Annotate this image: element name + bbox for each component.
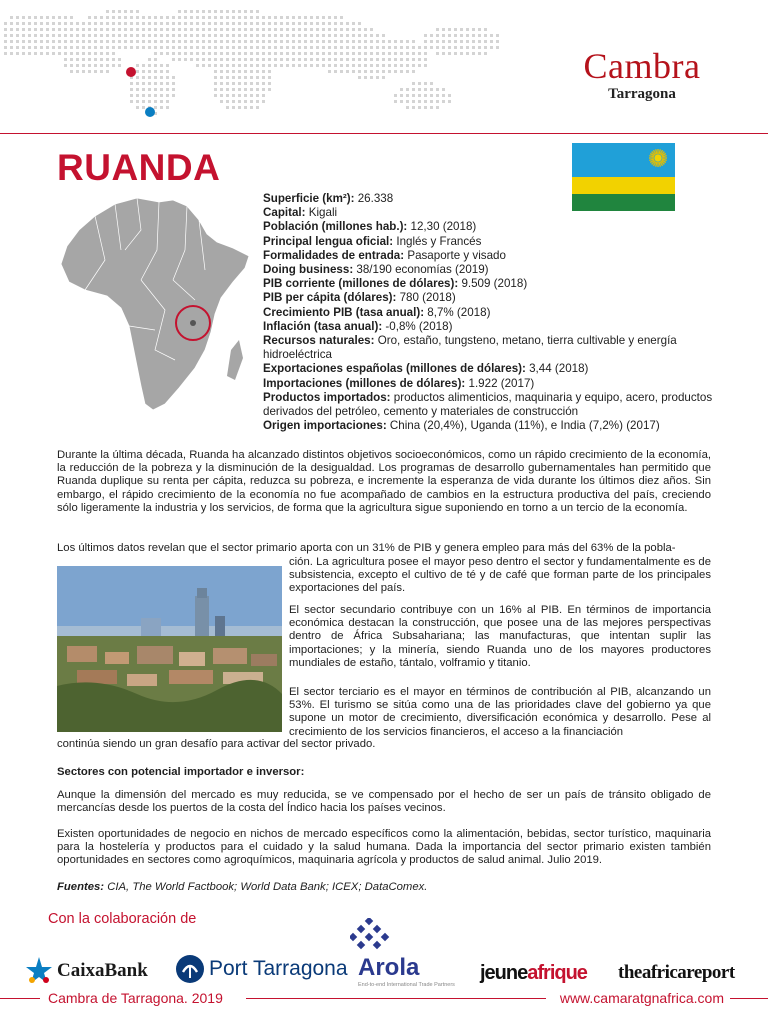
fact-row [263,206,715,220]
fact-value: 38/190 economías (2019) [353,263,489,277]
fact-label: Principal lengua oficial: [263,234,394,248]
fact-value: 3,44 (2018) [525,362,589,376]
caixabank-logo [24,946,148,996]
fact-row [263,306,715,320]
fact-row [263,192,715,206]
footer-left-text: Cambra de Tarragona. 2019 [48,990,223,1006]
fact-label: Superficie (km²): [263,192,355,205]
fact-label: Doing business: [263,263,354,277]
paragraph-transit: Aunque la dimensión del mercado es muy reducida, se ve compensado por el hecho de ser un país de tránsito obligado de mercancías desde los puertos de la costa del Índico hacia los países vecinos. [57,789,711,815]
fact-row [263,263,715,277]
arola-logo [350,918,468,988]
fact-row [263,249,715,263]
fact-row [263,220,715,234]
paragraph-intro: Durante la última década, Ruanda ha alcanzado distintos objetivos socioeconómicos, como un rápido crecimiento de la economía, la reducción de la pobreza y la disminución de la desigualdad. Los programas de desarrollo gubernamentales han permitido que Ruanda duplique su renta per cápita, reduzca su pobreza, e incremente la esperanza de vida durante los últimos diez años. Sin embargo, el rápido crecimiento de la economía no fue acompañado de cambios en la estructura productiva del país, creciendo sólo ligeramente la industria y los servicios, de forma que la agricultura sigue suponiendo en torno a un tercio de la economía. [57,449,711,514]
map-pin-red-icon [126,67,136,77]
jeune-afrique-text [480,962,587,985]
fact-value: Pasaporte y visado [404,248,506,262]
fact-row [263,320,715,334]
caixabank-text: CaixaBank [57,960,148,981]
fact-label: Capital: [263,206,306,220]
fact-row [263,391,715,419]
arola-dots-icon [350,918,390,952]
port-tarragona-text: Port Tarragona [209,957,348,980]
sources [57,881,711,894]
fact-value: 1.922 (2017) [465,376,535,390]
fact-row [263,334,715,362]
fact-label: Población (millones hab.): [263,220,408,234]
footer-line-right [730,998,768,999]
africa-map [55,190,265,420]
fact-label: PIB corriente (millones de dólares): [263,277,459,291]
paragraph-tertiary-sector-end: continúa siendo un gran desafío para activar del sector privado. [57,738,376,750]
fact-row [263,362,715,376]
fact-row [263,377,715,391]
sources-text: CIA, The World Factbook; World Data Bank; ICEX; DataComex. [104,881,428,893]
fact-value: 780 (2018) [396,291,456,305]
footer-line-left [0,998,40,999]
rwanda-marker [190,320,196,326]
arola-text: Arola [358,954,420,981]
fact-label: Productos importados: [263,390,391,404]
arola-subtitle: End-to-end International Trade Partners [358,982,455,988]
world-dot-map [0,0,545,135]
fact-value: 12,30 (2018) [407,220,477,234]
fact-row [263,235,715,249]
fact-row [263,291,715,305]
paragraph-secondary-sector: El sector secundario contribuye con un 16% al PIB. En términos de importancia económica destacan la construcción, que posee una de las mejores perspectivas dentro de África Subsahariana; las manufacturas, que intentan suplir las importaciones; y la minería, siendo Ruanda uno de los mayores productores mundiales de estaño, tántalo, volframio y titanio. [289,604,711,669]
paragraph-primary-sector-start: Los últimos datos revelan que el sector primario aporta con un 31% de PIB y genera empleo para más del 63% de la pobla- [57,542,676,554]
fact-label: PIB per cápita (dólares): [263,291,397,305]
fact-value: -0,8% (2018) [382,319,453,333]
fact-row [263,277,715,291]
fact-value: 8,7% (2018) [424,305,491,319]
fact-label: Recursos naturales: [263,334,375,348]
caixabank-star-icon [24,956,54,986]
fact-label: Crecimiento PIB (tasa anual): [263,305,425,319]
fact-label: Importaciones (millones de dólares): [263,376,466,390]
fact-label: Inflación (tasa anual): [263,319,383,333]
footer-line-middle [246,998,546,999]
fact-value: 26.338 [354,192,394,205]
header-divider [0,133,768,134]
fact-value: productos alimenticios, maquinaria y equipo, acero, productos derivados del petróleo, cemento y materiales de construcción [263,390,713,419]
fact-label: Origen importaciones: [263,419,387,433]
sources-label: Fuentes: [57,881,105,893]
country-facts [263,192,715,433]
logo-main-text: Cambra [583,46,701,86]
port-tarragona-icon [175,954,205,984]
logo-sub-text: Tarragona [608,86,676,102]
collaboration-label: Con la colaboración de [48,911,197,927]
footer-website-link[interactable]: www.camaratgnafrica.com [559,990,724,1006]
cambra-logo [562,48,722,103]
kigali-city-photo [57,566,282,732]
fact-label: Formalidades de entrada: [263,248,405,262]
paragraph-tertiary-sector: El sector terciario es el mayor en términos de contribución al PIB, alcanzando un 53%. El turismo se sitúa como una de las prioridades clave del gobierno ya que supone un motor de crecimiento, diversificación económica y desarrollo. Pese al crecimiento de los servicios financieros, el acceso a la financiación [289,686,711,738]
fact-value: Kigali [305,206,338,220]
map-pin-blue-icon [145,107,155,117]
port-tarragona-logo [175,944,348,994]
fact-row [263,419,715,433]
section-heading-sectors: Sectores con potencial importador e inversor: [57,766,305,778]
paragraph-opportunities: Existen oportunidades de negocio en nichos de mercado específicos como la alimentación, bebidas, sector turístico, maquinaria para la hostelería y productos para el cuidado y la salud humana. Dada la importancia del sector primario existen también oportunidades en sectores como agroquímicos, maquinaria agrícola y productos de salud animal. Julio 2019. [57,828,711,867]
paragraph-primary-sector: ción. La agricultura posee el mayor peso dentro el sector y fundamentalmente es de subsistencia, excepto el cultivo de té y de café que forman parte de los principales exportaciones del país. [289,556,711,595]
fact-value: Oro, estaño, tungsteno, metano, tierra cultivable y energía hidroeléctrica [263,334,677,362]
fact-value: Inglés y Francés [393,234,482,248]
page-title: RUANDA [57,147,221,188]
jeune-text: jeune [480,961,528,984]
fact-label: Exportaciones españolas (millones de dólares): [263,362,526,376]
fact-value: China (20,4%), Uganda (11%), e India (7,2%) (2017) [386,419,660,433]
afrique-text: afrique [527,961,587,984]
footer [0,990,768,1014]
fact-value: 9.509 (2018) [458,277,528,291]
sun-icon [649,149,667,167]
africa-report-text: theafricareport [618,962,735,983]
